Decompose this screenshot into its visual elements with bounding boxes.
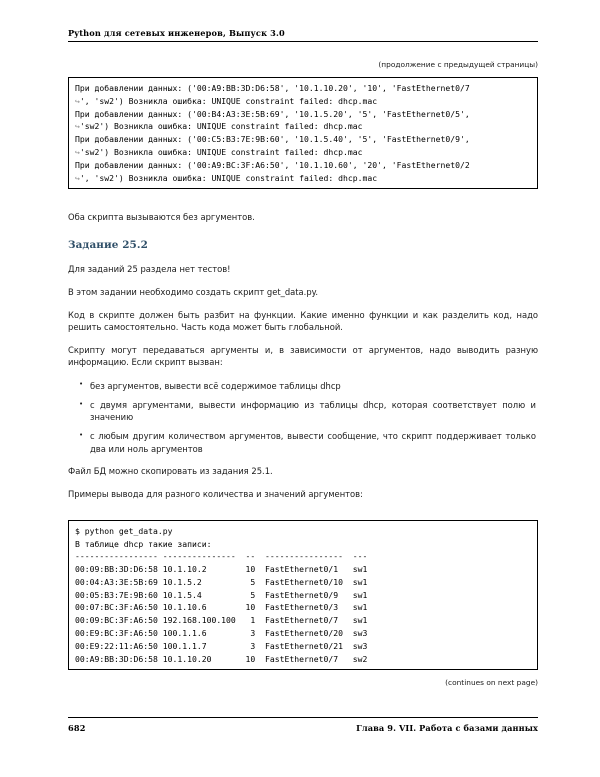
spacer — [68, 251, 538, 264]
spacer — [68, 369, 538, 380]
continued-from-previous-caption: (продолжение с предыдущей страницы) — [378, 60, 538, 69]
line-continuation-icon: ↪ — [75, 147, 80, 157]
spacer — [68, 455, 538, 466]
spacer — [68, 197, 538, 212]
paragraph-create-script: В этом задании необходимо создать скрипт get_data.py. — [68, 287, 319, 298]
paragraph-examples: Примеры вывода для разного количества и значений аргументов: — [68, 488, 363, 499]
running-header-title: Python для сетевых инженеров, Выпуск 3.0 — [68, 0, 538, 42]
code-block-errors: При добавлении данных: ('00:A9:BB:3D:D6:58', '10.1.10.20', '10', 'FastEthernet0/7 ↪', 'sw2') Возникла ошибка: UNIQUE constraint failed: dhcp.mac При добавлении данных: ('00:B4:A3:3E:5B:69', '10.1.5.20', '5', 'FastEthernet0/5', ↪'sw2') Возникла ошибка: UNIQUE constraint failed: dhcp.mac При добавлении данных: ('00:C5:B3:7E:9B:60', '10.1.5.40', '5', 'FastEthernet0/9', ↪'sw2') Возникла ошибка: UNIQUE constraint failed: dhcp.mac При добавлении данных: ('00:A9:BC:3F:A6:50', '10.1.10.60', '20', 'FastEthernet0/2 ↪', 'sw2') Возникла ошибка: UNIQUE constraint failed: dhcp.mac — [68, 77, 538, 189]
line-continuation-icon: ↪ — [75, 121, 80, 132]
spacer — [68, 478, 538, 489]
spacer — [68, 224, 538, 239]
line-continuation-icon: ↪ — [75, 95, 80, 106]
code-block-get-data-output: $ python get_data.py В таблице dhcp такие записи: ----------------- --------------- -- ---------------- --- 00:09:BB:3D:D6:58 10.1.10.2 10 FastEthernet0/1 sw1 00:04:A3:3E:5B:69 10.1.5.2 5 FastEthernet0/10 sw1 00:05:B3:7E:9B:60 10.1.5.4 5 FastEthernet0/9 sw1 00:07:BC:3F:A6:50 10.1.10.6 10 FastEthernet0/3 sw1 00:09:BC:3F:A6:50 192.168.100.100 1 FastEthernet0/7 sw1 00:E9:BC:3F:A6:50 100.1.1.6 3 FastEthernet0/20 sw3 00:E9:22:11:A6:50 100.1.1.7 3 FastEthernet0/21 sw3 00:A9:BB:3D:D6:58 10.1.10.20 10 FastEthernet0/7 sw2 — [68, 520, 538, 671]
paragraph-functions: Код в скрипте должен быть разбит на функции. Какие именно функции и как разделить код, надо решить самостоятельно. Часть кода может быть глобальной. — [68, 310, 538, 333]
list-item: • с любым другим количеством аргументов, вывести сообщение, что скрипт поддерживает только два или ноль аргументов — [90, 430, 538, 454]
section-heading-task-25-2: Задание 25.2 — [68, 239, 148, 252]
argument-options-list — [68, 380, 538, 455]
footer-page-number: 682 — [68, 723, 86, 733]
spacer — [68, 501, 538, 512]
paragraph-db-file: Файл БД можно скопировать из задания 25.1. — [68, 465, 273, 476]
list-item: • без аргументов, вывести всё содержимое таблицы dhcp — [90, 380, 538, 392]
spacer — [68, 299, 538, 310]
page-footer — [68, 717, 538, 733]
spacer — [68, 276, 538, 287]
paragraph-no-tests: Для заданий 25 раздела нет тестов! — [68, 264, 231, 275]
list-item: • с двумя аргументами, вывести информацию из таблицы dhcp, которая соответствует полю и значению — [90, 399, 538, 423]
paragraph-arguments-intro: Скрипту могут передаваться аргументы и, в зависимости от аргументов, надо выводить разную информацию. Если скрипт вызван: — [68, 345, 538, 367]
spacer — [68, 334, 538, 345]
paragraph-both-scripts: Оба скрипта вызываются без аргументов. — [68, 212, 255, 223]
page-content — [68, 0, 538, 687]
continues-on-next-page-caption: (continues on next page) — [445, 678, 538, 688]
footer-chapter-title: Глава 9. VII. Работа с базами данных — [356, 723, 538, 733]
line-continuation-icon: ↪ — [75, 172, 80, 183]
